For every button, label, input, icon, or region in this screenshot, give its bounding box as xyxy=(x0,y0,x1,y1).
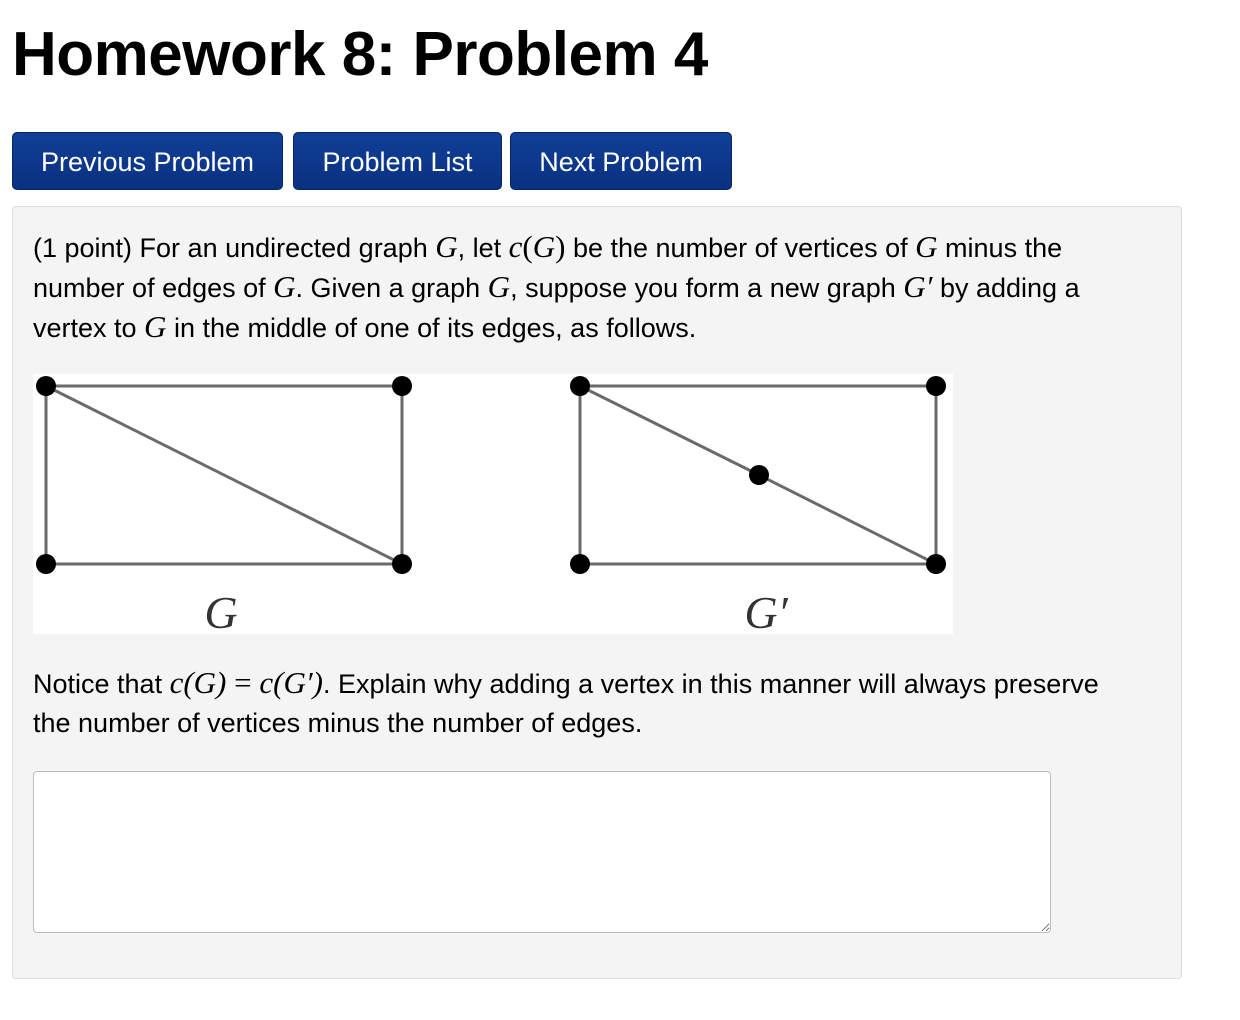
text-segment: by adding a xyxy=(932,273,1080,303)
vertex xyxy=(926,376,946,396)
previous-problem-button[interactable]: Previous Problem xyxy=(12,132,283,190)
vertex xyxy=(926,554,946,574)
graph-G xyxy=(46,386,402,564)
vertex xyxy=(570,376,590,396)
text-segment: vertex to xyxy=(33,313,145,343)
math-G: G xyxy=(487,269,511,304)
text-segment: minus the xyxy=(937,233,1063,263)
vertex xyxy=(392,554,412,574)
text-segment: . Explain why adding a vertex in this manner will always preserve xyxy=(322,669,1099,699)
math-G: G xyxy=(435,229,458,264)
page-title: Homework 8: Problem 4 xyxy=(12,20,708,89)
math-G-prime: G′ xyxy=(903,269,933,304)
graph-figure-svg xyxy=(33,374,953,634)
problem-statement-line-3 xyxy=(33,307,696,348)
math-c: c xyxy=(169,665,184,700)
graph-G-prime-vertices xyxy=(570,376,946,574)
vertex xyxy=(392,376,412,396)
figure-label-G-prime: G′ xyxy=(744,587,788,634)
problem-statement-line-1 xyxy=(33,227,1062,268)
text-segment: number of edges of xyxy=(33,273,274,303)
answer-textarea[interactable] xyxy=(33,771,1051,933)
text-segment: . Given a graph xyxy=(295,273,488,303)
next-problem-button[interactable]: Next Problem xyxy=(510,132,732,190)
edge xyxy=(580,386,759,475)
problem-list-button[interactable]: Problem List xyxy=(293,132,502,190)
math-G: (G) xyxy=(183,665,227,700)
text-segment: Notice that xyxy=(33,669,170,699)
edge xyxy=(759,475,936,564)
math-paren: ( xyxy=(522,229,533,264)
text-segment: , let xyxy=(457,233,509,263)
text-segment: (1 point) For an undirected graph xyxy=(33,233,436,263)
math-G: G xyxy=(532,229,556,264)
notice-line-2: the number of vertices minus the number of edges. xyxy=(33,708,643,738)
edge xyxy=(46,386,402,564)
text-segment: , suppose you form a new graph xyxy=(510,273,904,303)
text-segment: be the number of vertices of xyxy=(565,233,916,263)
problem-statement-line-2 xyxy=(33,267,1080,308)
vertex xyxy=(570,554,590,574)
math-c: c xyxy=(259,665,274,700)
problem-body xyxy=(12,206,1182,979)
math-G: G xyxy=(915,229,938,264)
text-segment: in the middle of one of its edges, as follows. xyxy=(166,313,697,343)
vertex xyxy=(36,376,56,396)
math-G-prime: (G′) xyxy=(273,665,323,700)
vertex-added xyxy=(749,465,769,485)
math-equals: = xyxy=(226,665,260,700)
math-G: G xyxy=(144,309,167,344)
math-G: G xyxy=(273,269,296,304)
vertex xyxy=(36,554,56,574)
notice-line-1 xyxy=(33,663,1099,704)
figure-label-G: G xyxy=(204,587,238,634)
graph-figure xyxy=(33,374,953,634)
math-c: c xyxy=(508,229,523,264)
math-paren: ) xyxy=(555,229,566,264)
